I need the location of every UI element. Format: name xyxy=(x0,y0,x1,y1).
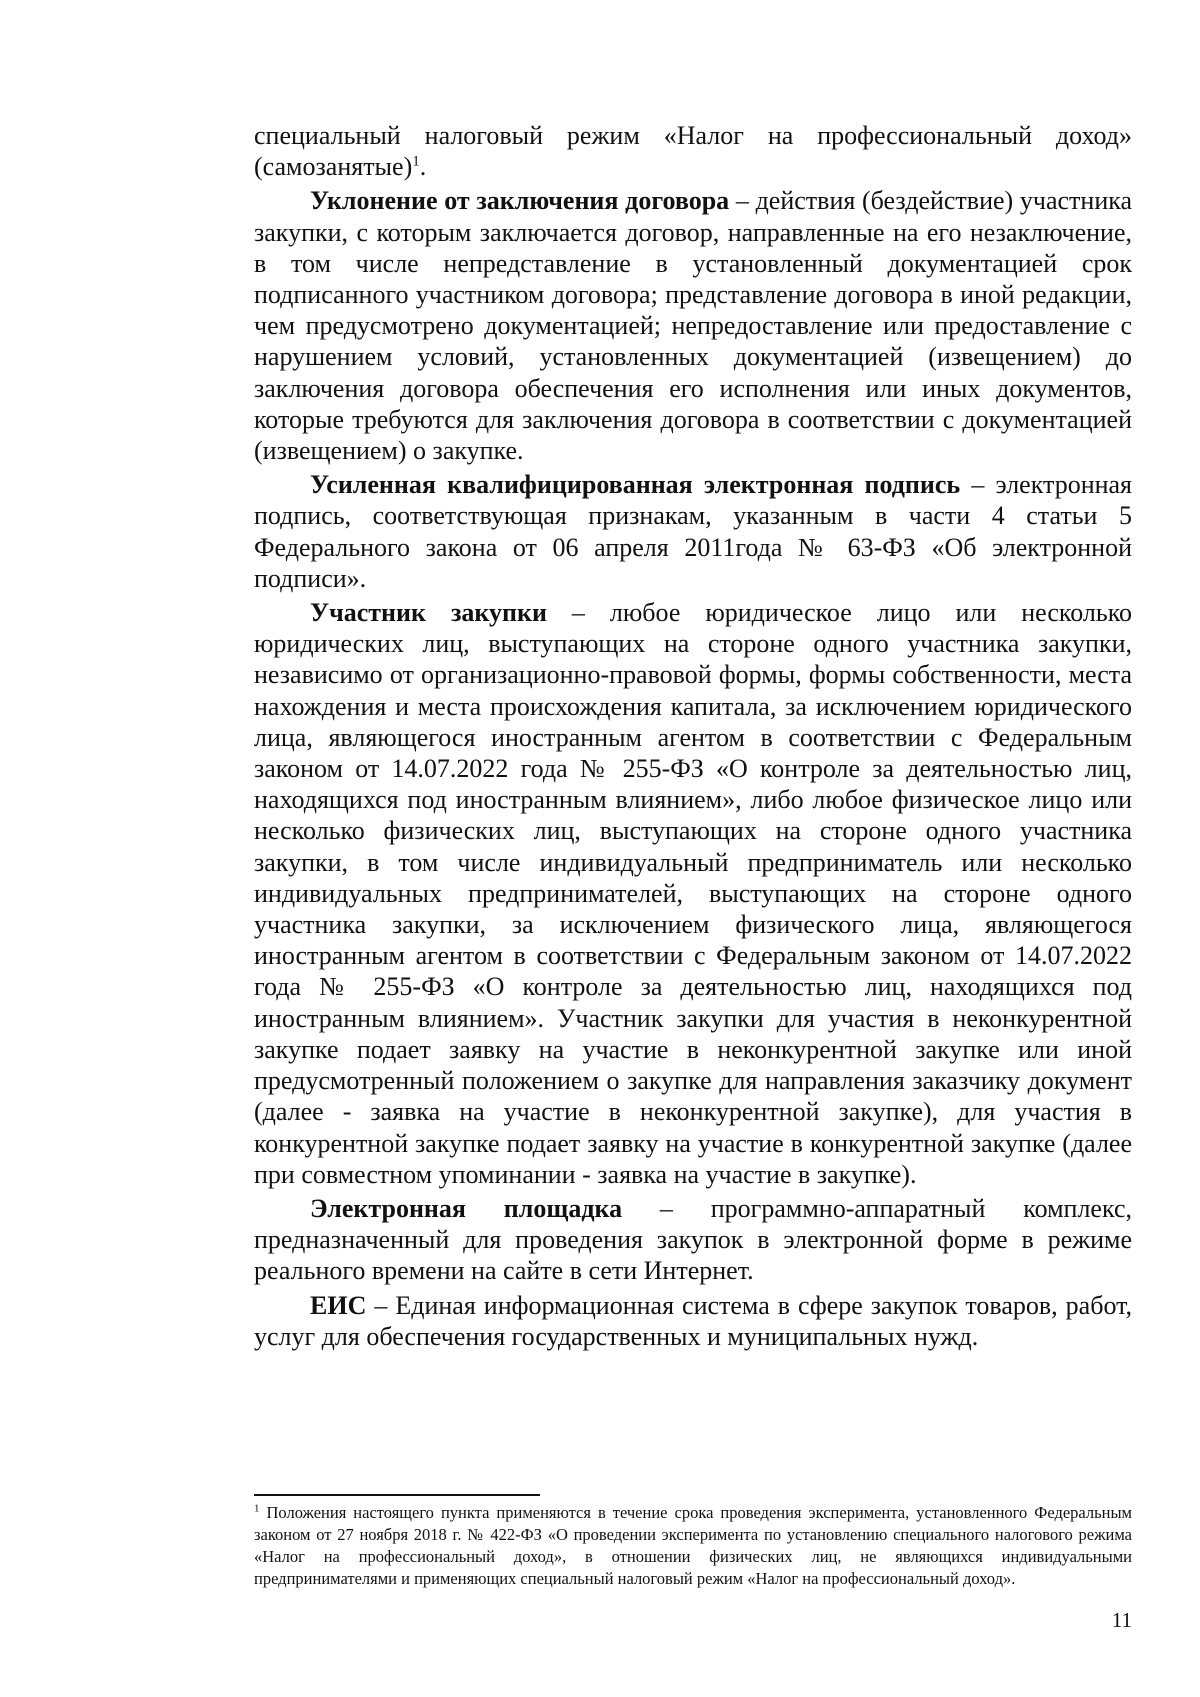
definition-dash: – xyxy=(622,1193,711,1223)
continuation-end: . xyxy=(419,152,427,182)
page-number: 11 xyxy=(1111,1608,1132,1632)
definition-text: любое юридическое лицо или несколько юридических лиц, выступающих на стороне одного участника закупки, независимо от организационно-правовой формы, формы собственности, места нахождения и места происхождения капитала, за исключением юридического лица, являющегося иностранным агентом в соответствии с Федеральным законом от 14.07.2022 года № 255-ФЗ «О контроле за деятельностью лиц, находящихся под иностранным влиянием», либо любое физическое лицо или несколько физических лиц, выступающих на стороне одного участника закупки, в том числе индивидуальный предприниматель или несколько индивидуальных предпринимателей, выступающих на стороне одного участника закупки, за исключением физического лица, являющегося иностранным агентом в соответствии с Федеральным законом от 14.07.2022 года № 255-ФЗ «О контроле за деятельностью лиц, находящихся под иностранным влиянием». Участник закупки для участия в неконкурентной закупке подает заявку на участие в неконкурентной закупке или иной предусмотренный положением о закупке для направления заказчику документ (далее - заявка на участие в неконкурентной закупке), для участия в конкурентной закупке подает заявку на участие в конкурентной закупке (далее при совместном упоминании - заявка на участие в закупке). xyxy=(254,598,1133,1189)
continuation-paragraph xyxy=(254,120,1132,182)
footnote xyxy=(254,1502,1132,1590)
footnote-text: Положения настоящего пункта применяются в течение срока проведения эксперимента, установленного Федеральным законом от 27 ноября 2018 г. № 422-ФЗ «О проведении эксперимента по установлению специального налогового режима «Налог на профессиональный доход», в отношении физических лиц, не являющихся индивидуальными предпринимателями и применяющих специальный налоговый режим «Налог на профессиональный доход». xyxy=(254,1503,1132,1588)
footnote-reference: 1 xyxy=(412,153,420,170)
definition-text: программно-аппаратный комплекс, предназначенный для проведения закупок в электронной форме в режиме реального времени на сайте в сети Интернет. xyxy=(254,1193,1132,1286)
definition-term: Участник закупки xyxy=(310,598,547,628)
definition-dash: – xyxy=(546,598,610,628)
definition-text: действия (бездействие) участника закупки, с которым заключается договор, направленные на его незаключение, в том числе непредставление в установленный документацией срок подписанного участником договора; представление договора в иной редакции, чем предусмотрено документацией; непредоставление или предоставление с нарушением условий, установленных документацией (извещением) до заключения договора обеспечения его исполнения или иных документов, которые требуются для заключения договора в соответствии с документацией (извещением) о закупке. xyxy=(254,186,1133,466)
definition-dash: – xyxy=(960,470,996,500)
definition-term: Электронная площадка xyxy=(310,1193,623,1223)
footnote-separator xyxy=(254,1494,540,1496)
document-page xyxy=(254,120,1132,1355)
definition-dash: – xyxy=(366,1290,396,1320)
definition-term: Усиленная квалифицированная электронная подпись xyxy=(310,470,961,500)
definition-paragraph xyxy=(254,1290,1132,1352)
footnote-marker: 1 xyxy=(254,1502,260,1515)
definition-paragraph xyxy=(254,597,1132,1190)
definition-term: ЕИС xyxy=(310,1290,367,1320)
definition-text: электронная подпись, соответствующая признакам, указанным в части 4 статьи 5 Федерального закона от 06 апреля 2011года № 63-ФЗ «Об электронной подписи». xyxy=(254,470,1133,593)
continuation-text: специальный налоговый режим «Налог на профессиональный доход» (самозанятые) xyxy=(254,121,1132,182)
definition-term: Уклонение от заключения договора xyxy=(310,186,730,216)
definition-text: Единая информационная система в сфере закупок товаров, работ, услуг для обеспечения государственных и муниципальных нужд. xyxy=(254,1290,1133,1351)
definition-paragraph xyxy=(254,1193,1132,1287)
definition-paragraph xyxy=(254,185,1132,466)
document-body xyxy=(254,120,1132,1352)
definition-paragraph xyxy=(254,469,1132,594)
definition-dash: – xyxy=(729,186,756,216)
